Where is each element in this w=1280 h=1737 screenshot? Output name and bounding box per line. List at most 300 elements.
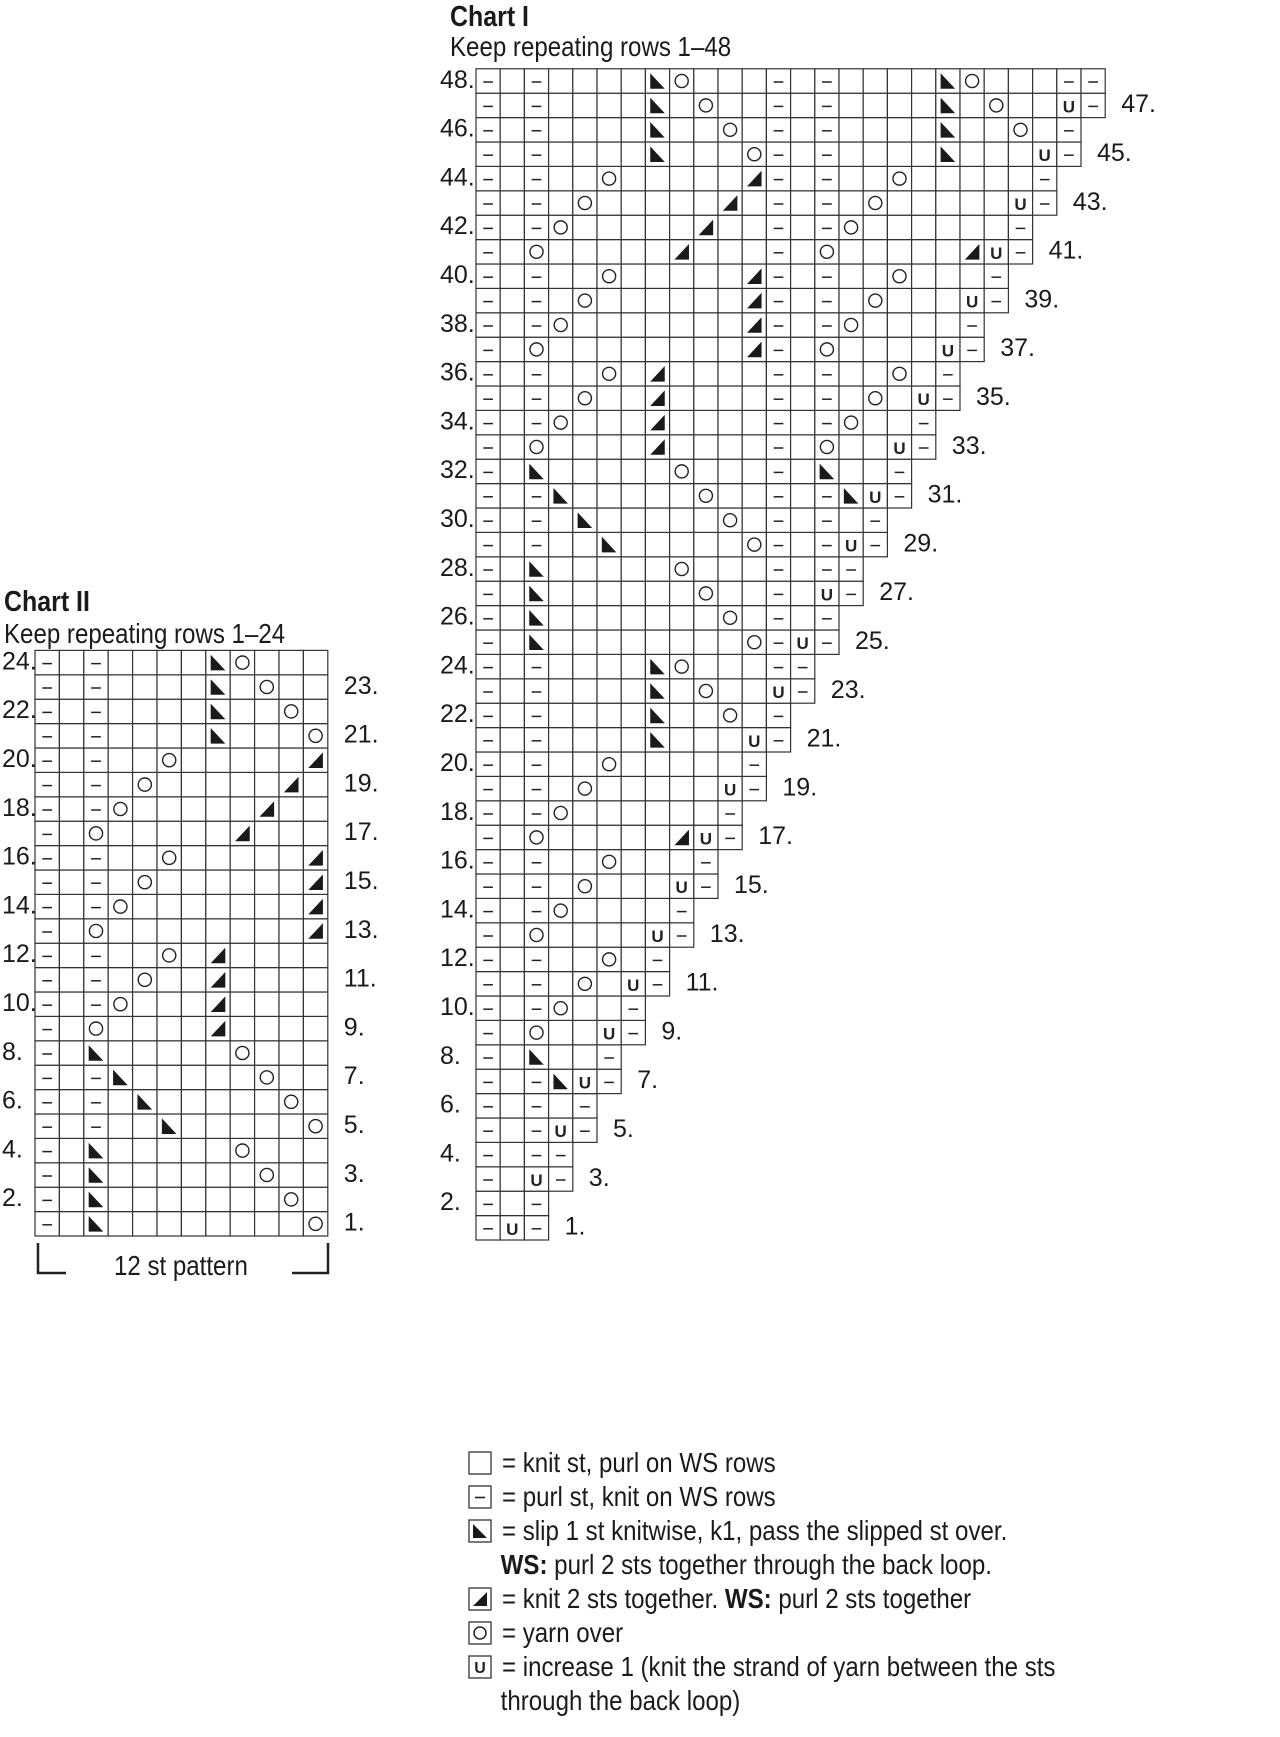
chart-cell [573, 1045, 597, 1069]
legend-k2tog [468, 1582, 1248, 1616]
legend-k2tog-ws-label: WS: [724, 1583, 772, 1614]
chart-cell [791, 386, 815, 410]
chart-cell [500, 1045, 524, 1069]
chart-cell [766, 459, 790, 483]
row-number: 38. [440, 309, 475, 338]
chart-cell [766, 557, 790, 581]
chart-cell [524, 1118, 548, 1142]
chart-cell [645, 557, 669, 581]
chart-cell [255, 870, 279, 894]
chart-cell [694, 728, 718, 752]
chart-cell [791, 288, 815, 312]
chart-cell [524, 191, 548, 215]
chart-cell [670, 557, 694, 581]
chart-cell [524, 69, 548, 93]
chart-cell [230, 748, 254, 772]
chart-cell [621, 679, 645, 703]
chart-cell [549, 459, 573, 483]
chart-cell [500, 703, 524, 727]
chart-cell [500, 996, 524, 1020]
chart-cell [621, 532, 645, 556]
chart-cell [887, 215, 911, 239]
row-number: 31. [927, 480, 963, 509]
chart-cell [108, 748, 132, 772]
row-number: 19. [782, 773, 818, 802]
chart-cell [108, 724, 132, 748]
chart-cell [718, 654, 742, 678]
chart-cell [157, 894, 181, 918]
chart-cell [573, 825, 597, 849]
chart-cell [108, 846, 132, 870]
chart-cell [670, 69, 694, 93]
chart-cell [500, 410, 524, 434]
chart-cell [791, 191, 815, 215]
chart-cell [303, 992, 327, 1016]
chart-cell [887, 459, 911, 483]
chart-cell [887, 142, 911, 166]
chart-cell [206, 1041, 230, 1065]
row-number: 16. [440, 846, 475, 875]
chart-cell [815, 215, 839, 239]
chart-cell [500, 532, 524, 556]
chart2-row [35, 1016, 328, 1040]
chart-cell [524, 776, 548, 800]
chart-cell [476, 215, 500, 239]
chart-cell [573, 337, 597, 361]
chart-cell [35, 1114, 59, 1138]
chart-cell [157, 797, 181, 821]
chart-cell [157, 919, 181, 943]
chart-cell [133, 699, 157, 723]
chart-cell [597, 313, 621, 337]
row-number: 13. [343, 915, 379, 944]
chart-cell [524, 679, 548, 703]
chart-cell [500, 801, 524, 825]
chart-cell [35, 797, 59, 821]
chart-cell [476, 484, 500, 508]
chart-cell [815, 191, 839, 215]
chart-cell [476, 1094, 500, 1118]
chart-cell [230, 1016, 254, 1040]
chart-cell [303, 1016, 327, 1040]
row-number: 12. [2, 940, 37, 969]
chart-cell [476, 142, 500, 166]
chart-cell [133, 1138, 157, 1162]
chart-cell [718, 606, 742, 630]
chart-cell [255, 919, 279, 943]
chart-cell [1033, 69, 1057, 93]
chart-cell [766, 142, 790, 166]
row-number: 14. [440, 895, 475, 924]
chart-cell [1008, 215, 1032, 239]
chart1-row [476, 337, 984, 361]
chart-cell [670, 93, 694, 117]
chart-cell [912, 191, 936, 215]
row-number: 16. [2, 842, 37, 871]
pattern-repeat-label: 12 st pattern [114, 1250, 248, 1281]
chart-cell [524, 215, 548, 239]
chart-cell [1033, 191, 1057, 215]
chart-cell [549, 801, 573, 825]
legend-inc [468, 1650, 1248, 1684]
chart-cell [476, 410, 500, 434]
chart-cell [524, 362, 548, 386]
chart-cell [597, 728, 621, 752]
chart-cell [59, 992, 83, 1016]
chart-cell [476, 776, 500, 800]
chart-cell [742, 484, 766, 508]
chart-cell [255, 772, 279, 796]
chart-cell [984, 166, 1008, 190]
chart-cell [887, 386, 911, 410]
chart-cell [549, 898, 573, 922]
chart-cell [573, 191, 597, 215]
chart-cell [255, 699, 279, 723]
chart-cell [645, 947, 669, 971]
chart-cell [887, 313, 911, 337]
chart-cell [476, 898, 500, 922]
chart-cell [108, 797, 132, 821]
chart-cell [59, 1212, 83, 1236]
chart-cell [206, 1090, 230, 1114]
chart-cell [912, 240, 936, 264]
chart-cell [742, 679, 766, 703]
chart-cell [549, 69, 573, 93]
chart-cell [621, 728, 645, 752]
row-number: 10. [2, 989, 37, 1018]
chart-cell [476, 654, 500, 678]
chart-cell [279, 797, 303, 821]
chart-cell [645, 362, 669, 386]
chart-cell [791, 69, 815, 93]
chart-cell [936, 93, 960, 117]
chart-cell [255, 1114, 279, 1138]
chart-cell [670, 240, 694, 264]
chart-cell [84, 870, 108, 894]
chart-cell [597, 191, 621, 215]
chart-cell [936, 264, 960, 288]
chart-cell [206, 1065, 230, 1089]
chart-cell [573, 898, 597, 922]
chart-cell [597, 630, 621, 654]
chart-cell [766, 630, 790, 654]
chart-cell [133, 675, 157, 699]
chart-cell [597, 874, 621, 898]
chart-cell [863, 240, 887, 264]
chart2-title: Chart II [4, 586, 90, 618]
increase-mark: U [869, 487, 882, 507]
chart-cell [694, 191, 718, 215]
chart-cell [645, 93, 669, 117]
chart-cell [936, 142, 960, 166]
chart-cell [791, 435, 815, 459]
chart-cell [279, 1163, 303, 1187]
chart-cell [839, 313, 863, 337]
chart-cell [645, 972, 669, 996]
chart-cell [621, 898, 645, 922]
chart-cell [181, 1065, 205, 1089]
chart-cell [476, 630, 500, 654]
row-number: 47. [1121, 90, 1156, 119]
chart-cell [766, 264, 790, 288]
chart-cell [59, 1065, 83, 1089]
chart-cell [597, 581, 621, 605]
chart-cell [476, 606, 500, 630]
chart-cell [863, 386, 887, 410]
chart-cell [766, 654, 790, 678]
chart-cell [791, 166, 815, 190]
legend-inc-cont [468, 1684, 1248, 1718]
chart-cell [766, 215, 790, 239]
chart2-row [35, 724, 328, 748]
chart-cell [742, 581, 766, 605]
chart-cell [573, 532, 597, 556]
chart-cell [524, 1020, 548, 1044]
chart-cell [476, 532, 500, 556]
chart1-row [476, 947, 670, 971]
k2tog-triangle-icon [468, 1587, 492, 1611]
chart-cell [597, 654, 621, 678]
legend-ssk-ws-label: WS: [500, 1549, 548, 1580]
chart1-row [476, 93, 1105, 117]
chart-cell [766, 337, 790, 361]
chart-cell [815, 69, 839, 93]
chart-cell [59, 1138, 83, 1162]
increase-mark: U [530, 1171, 543, 1190]
chart-cell [573, 508, 597, 532]
chart-cell [742, 532, 766, 556]
chart-cell [524, 484, 548, 508]
chart-cell [1008, 142, 1032, 166]
chart-cell [549, 557, 573, 581]
chart-cell [476, 1020, 500, 1044]
chart1-row [476, 557, 863, 581]
chart-cell [694, 557, 718, 581]
chart-cell [133, 772, 157, 796]
chart-cell [206, 1187, 230, 1211]
chart-cell [1008, 118, 1032, 142]
chart-cell [791, 215, 815, 239]
chart-cell [766, 288, 790, 312]
chart-cell [476, 947, 500, 971]
row-number: 11. [685, 968, 719, 997]
chart-cell [230, 846, 254, 870]
chart-cell [645, 630, 669, 654]
chart-cell [573, 703, 597, 727]
row-number: 27. [879, 578, 914, 607]
chart-cell [912, 337, 936, 361]
chart-cell [84, 699, 108, 723]
chart-cell [59, 699, 83, 723]
chart-cell [476, 679, 500, 703]
chart-cell [573, 386, 597, 410]
chart-cell [279, 968, 303, 992]
chart-cell [815, 410, 839, 434]
chart-cell [694, 362, 718, 386]
chart-cell [84, 1114, 108, 1138]
chart-cell [670, 337, 694, 361]
chart-cell [84, 846, 108, 870]
chart-cell [157, 699, 181, 723]
chart2-row [35, 1065, 328, 1089]
legend-inc-text: = increase 1 (knit the strand of yarn between the sts [502, 1651, 1056, 1682]
row-number: 33. [951, 431, 987, 460]
chart-cell [573, 288, 597, 312]
chart-cell [597, 1069, 621, 1093]
chart-cell [549, 191, 573, 215]
chart1-row [476, 825, 742, 849]
chart2-row [35, 699, 328, 723]
chart-cell [279, 675, 303, 699]
chart-cell [766, 703, 790, 727]
chart-cell [59, 846, 83, 870]
chart1-row [476, 801, 742, 825]
chart-cell [476, 581, 500, 605]
chart-cell [500, 386, 524, 410]
chart-cell [303, 821, 327, 845]
chart-cell [597, 459, 621, 483]
chart-cell [549, 1094, 573, 1118]
chart-cell [255, 846, 279, 870]
chart-cell [1081, 93, 1105, 117]
chart1-row [476, 191, 1057, 215]
increase-mark: U [675, 878, 688, 898]
chart-cell [694, 166, 718, 190]
chart-cell [839, 459, 863, 483]
chart-cell [255, 1187, 279, 1211]
chart2-row [35, 968, 328, 992]
chart-cell [157, 1090, 181, 1114]
chart-cell [621, 874, 645, 898]
chart-cell [912, 215, 936, 239]
row-number: 39. [1024, 285, 1060, 314]
chart-cell [645, 532, 669, 556]
increase-mark: U [699, 829, 713, 849]
chart-cell [645, 484, 669, 508]
increase-mark: U [651, 927, 664, 946]
chart2-row [35, 1163, 328, 1187]
chart-cell [108, 1187, 132, 1211]
chart-cell [206, 870, 230, 894]
chart-cell [839, 362, 863, 386]
chart-cell [1008, 240, 1032, 264]
chart-cell [936, 386, 960, 410]
chart-cell [936, 191, 960, 215]
chart-cell [597, 362, 621, 386]
chart-cell [573, 1020, 597, 1044]
chart-cell [694, 679, 718, 703]
chart-cell [524, 313, 548, 337]
chart-cell [108, 1090, 132, 1114]
chart-cell [549, 752, 573, 776]
chart-cell [303, 894, 327, 918]
chart-cell [255, 943, 279, 967]
chart-cell [815, 532, 839, 556]
chart-cell [766, 435, 790, 459]
chart-cell [791, 264, 815, 288]
increase-mark: U [844, 536, 858, 556]
chart-cell [863, 313, 887, 337]
chart-cell [718, 435, 742, 459]
chart-cell [815, 459, 839, 483]
increase-mark: U [965, 292, 979, 312]
chart-cell [181, 772, 205, 796]
row-number: 14. [2, 891, 37, 920]
chart-cell [960, 118, 984, 142]
chart-cell [621, 606, 645, 630]
chart-cell [670, 801, 694, 825]
chart-cell [59, 772, 83, 796]
chart-cell [500, 191, 524, 215]
row-number: 25. [855, 627, 890, 656]
chart-cell [279, 870, 303, 894]
chart-cell [839, 69, 863, 93]
chart-cell [476, 850, 500, 874]
chart1-row [476, 264, 1008, 288]
chart-cell [181, 846, 205, 870]
row-number: 17. [343, 818, 379, 847]
chart-cell [984, 118, 1008, 142]
chart-cell [181, 1016, 205, 1040]
chart-cell [766, 118, 790, 142]
chart-cell [255, 821, 279, 845]
chart-cell [279, 1041, 303, 1065]
chart-cell [815, 313, 839, 337]
chart-cell [960, 337, 984, 361]
chart-cell [597, 703, 621, 727]
chart-cell [59, 821, 83, 845]
chart-cell [255, 724, 279, 748]
chart-cell [549, 313, 573, 337]
bracket-left [38, 1243, 66, 1273]
chart-cell [157, 1187, 181, 1211]
chart-cell [573, 581, 597, 605]
chart-cell [597, 898, 621, 922]
chart-cell [742, 435, 766, 459]
chart-cell [815, 630, 839, 654]
chart-cell [35, 1065, 59, 1089]
chart-cell [500, 630, 524, 654]
chart-cell [621, 654, 645, 678]
chart-cell [742, 191, 766, 215]
chart-cell [839, 118, 863, 142]
chart-cell [718, 386, 742, 410]
row-number: 6. [2, 1086, 23, 1115]
chart-cell [694, 142, 718, 166]
chart-cell [549, 288, 573, 312]
chart-cell [670, 776, 694, 800]
chart-cell [621, 313, 645, 337]
chart-cell [303, 943, 327, 967]
chart-cell [573, 142, 597, 166]
chart-cell [35, 894, 59, 918]
chart-cell [718, 630, 742, 654]
chart-cell [549, 606, 573, 630]
chart-cell [670, 581, 694, 605]
chart-cell [597, 825, 621, 849]
chart-cell [181, 992, 205, 1016]
chart-cell [912, 69, 936, 93]
chart-cell [1081, 69, 1105, 93]
row-number: 23. [830, 675, 866, 704]
row-number: 15. [343, 867, 379, 896]
chart-cell [573, 1094, 597, 1118]
chart-cell [206, 1114, 230, 1138]
chart-cell [230, 992, 254, 1016]
chart-cell [303, 1187, 327, 1211]
chart-cell [839, 215, 863, 239]
chart-cell [524, 1191, 548, 1215]
